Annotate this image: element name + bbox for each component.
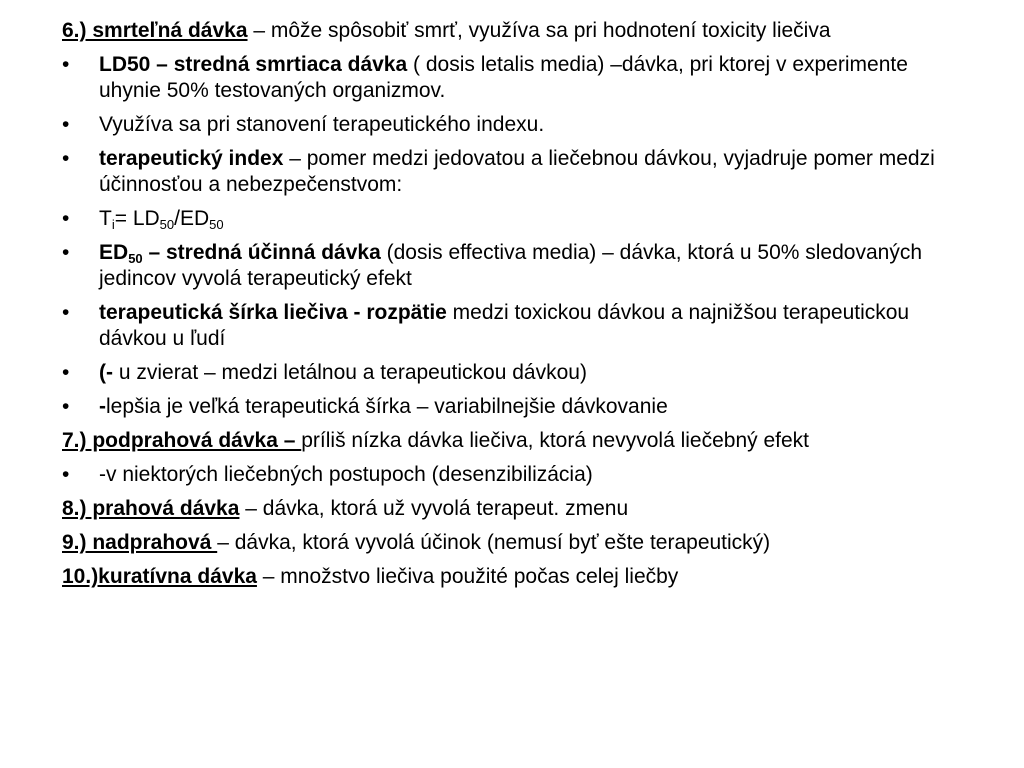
therapeutic-index-text: – pomer medzi jedovatou a liečebnou dávkou, vyjadruje pomer medzi účinnosťou a nebezpečenstvom: [99,147,935,196]
section-6 [62,18,962,44]
section-8-heading: 8.) prahová dávka [62,497,240,520]
ld50-heading: LD50 – stredná smrtiaca dávka [99,53,408,76]
section-8-text: – dávka, ktorá už vyvolá terapeut. zmenu [239,497,629,520]
bullet-icon: • [62,301,70,324]
therapeutic-width-heading: terapeutická šírka liečiva - rozpätie [99,301,447,324]
section-10-heading: 10.)kuratívna dávka [62,565,257,588]
bullet-icon: • [62,241,70,264]
section-7-text: príliš nízka dávka liečiva, ktorá nevyvolá liečebný efekt [301,429,809,452]
section-8 [62,496,962,522]
formula-slash: /ED [174,207,210,230]
section-7 [62,428,962,454]
bullet-icon: • [62,207,70,230]
bullet-icon: • [62,361,70,384]
bullet-index-use [62,112,962,138]
section-6-text: – môže spôsobiť smrť, využíva sa pri hodnotení toxicity liečiva [247,19,831,42]
bullet-wide-range [62,394,962,420]
bullet-desensitization [62,462,962,488]
desensitization-text: -v niektorých liečebných postupoch (desenzibilizácia) [99,463,593,486]
section-9 [62,530,962,556]
ld50-text: ( dosis letalis media) –dávka, pri ktorej v experimente uhynie 50% testovaných organizmov. [99,53,908,102]
bullet-icon: • [62,113,70,136]
therapeutic-width-text: medzi toxickou dávkou a najnižšou terapeutickou dávkou u ľudí [99,301,910,350]
formula-eq: = LD [114,207,160,230]
formula [99,207,224,230]
ed50-heading [99,241,381,264]
bullet-animals [62,360,962,386]
wide-range-dash: - [99,395,106,418]
ed50-head-rest: – stredná účinná dávka [142,241,381,264]
formula-ed-subscript: 50 [209,217,224,232]
section-6-heading: 6.) smrteľná dávka [62,19,248,42]
animals-text: u zvierat – medzi letálnou a terapeutickou dávkou) [113,361,587,384]
bullet-icon: • [62,395,70,418]
animals-heading: (- [99,361,113,384]
ed50-head-ed: ED [99,241,129,264]
ed50-text: (dosis effectiva media) – dávka, ktorá u 50% sledovaných jedincov vyvolá terapeutický efekt [99,241,922,290]
section-7-heading: 7.) podprahová dávka – [62,429,302,452]
bullet-therapeutic-width [62,300,962,352]
bullet-icon: • [62,53,70,76]
section-10-text: – množstvo liečiva použité počas celej liečby [256,565,679,588]
therapeutic-index-heading: terapeutický index [99,147,284,170]
bullet-icon: • [62,463,70,486]
formula-ld-subscript: 50 [159,217,175,232]
wide-range-text: lepšia je veľká terapeutická šírka – variabilnejšie dávkovanie [106,395,668,418]
bullet-icon: • [62,147,70,170]
index-use-text: Využíva sa pri stanovení terapeutického indexu. [99,113,545,136]
bullet-formula [62,206,962,232]
bullet-therapeutic-index [62,146,962,198]
section-9-heading: 9.) nadprahová [62,531,218,554]
section-9-text: – dávka, ktorá vyvolá účinok (nemusí byť ešte terapeutický) [217,531,771,554]
formula-t: T [99,207,112,230]
slide-body [62,18,962,598]
formula-i-subscript: i [111,217,115,232]
section-10 [62,564,962,590]
ed50-head-subscript: 50 [128,251,143,266]
bullet-ld50 [62,52,962,104]
bullet-ed50 [62,240,962,292]
